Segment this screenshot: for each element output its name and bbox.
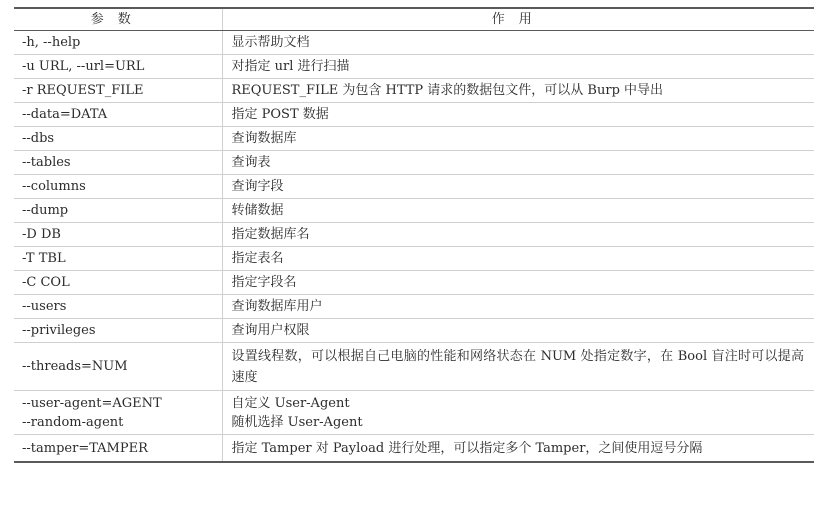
param-cell: --columns xyxy=(14,175,222,199)
table-row xyxy=(14,247,814,271)
param-cell: --dbs xyxy=(14,127,222,151)
table-row xyxy=(14,435,814,463)
effect-cell: 指定数据库名 xyxy=(222,223,814,247)
table-row xyxy=(14,31,814,55)
effect-cell: 指定 POST 数据 xyxy=(222,103,814,127)
param-cell: --tamper=TAMPER xyxy=(14,435,222,463)
table-row xyxy=(14,127,814,151)
param-cell: -D DB xyxy=(14,223,222,247)
param-cell: --privileges xyxy=(14,319,222,343)
effect-cell: 指定表名 xyxy=(222,247,814,271)
header-effect: 作用 xyxy=(222,8,814,31)
param-cell: --tables xyxy=(14,151,222,175)
param-cell xyxy=(14,391,222,435)
param-cell: --threads=NUM xyxy=(14,343,222,391)
param-cell: -C COL xyxy=(14,271,222,295)
table-row xyxy=(14,103,814,127)
effect-cell: REQUEST_FILE 为包含 HTTP 请求的数据包文件，可以从 Burp 中导出 xyxy=(222,79,814,103)
table-row xyxy=(14,319,814,343)
table-header xyxy=(14,8,814,31)
header-row xyxy=(14,8,814,31)
param-cell: -r REQUEST_FILE xyxy=(14,79,222,103)
table-row xyxy=(14,199,814,223)
table-row xyxy=(14,151,814,175)
table-row xyxy=(14,343,814,391)
table-row xyxy=(14,295,814,319)
table-row xyxy=(14,175,814,199)
table-row xyxy=(14,55,814,79)
table-body xyxy=(14,31,814,463)
header-param: 参数 xyxy=(14,8,222,31)
param-line: --random-agent xyxy=(22,414,124,430)
effect-line: 随机选择 User-Agent xyxy=(231,414,363,430)
effect-line: 自定义 User-Agent xyxy=(231,395,350,411)
param-cell: -h, --help xyxy=(14,31,222,55)
param-cell: -T TBL xyxy=(14,247,222,271)
effect-cell: 转储数据 xyxy=(222,199,814,223)
param-cell: -u URL, --url=URL xyxy=(14,55,222,79)
param-cell: --users xyxy=(14,295,222,319)
table-row xyxy=(14,223,814,247)
effect-cell: 查询数据库 xyxy=(222,127,814,151)
table-row xyxy=(14,391,814,435)
effect-cell: 对指定 url 进行扫描 xyxy=(222,55,814,79)
table-row xyxy=(14,79,814,103)
effect-cell: 查询表 xyxy=(222,151,814,175)
param-cell: --dump xyxy=(14,199,222,223)
effect-cell: 显示帮助文档 xyxy=(222,31,814,55)
sqlmap-parameters-table xyxy=(14,7,814,463)
effect-cell: 设置线程数，可以根据自己电脑的性能和网络状态在 NUM 处指定数字，在 Bool 盲注时可以提高速度 xyxy=(222,343,814,391)
effect-cell: 指定字段名 xyxy=(222,271,814,295)
effect-cell: 查询数据库用户 xyxy=(222,295,814,319)
param-cell: --data=DATA xyxy=(14,103,222,127)
effect-cell: 指定 Tamper 对 Payload 进行处理，可以指定多个 Tamper，之间使用逗号分隔 xyxy=(222,435,814,463)
effect-cell xyxy=(222,391,814,435)
effect-cell: 查询用户权限 xyxy=(222,319,814,343)
param-line: --user-agent=AGENT xyxy=(22,395,162,411)
table-row xyxy=(14,271,814,295)
effect-cell: 查询字段 xyxy=(222,175,814,199)
